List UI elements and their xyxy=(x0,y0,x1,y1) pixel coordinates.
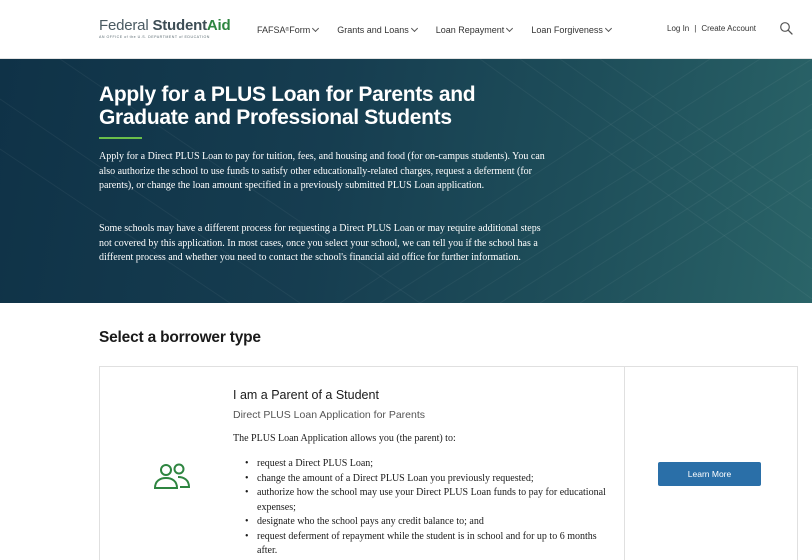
chevron-down-icon xyxy=(312,25,319,32)
site-header xyxy=(0,0,812,59)
chevron-down-icon xyxy=(506,25,513,32)
list-item: • request a Direct PLUS Loan; xyxy=(245,457,615,472)
title-accent-bar xyxy=(99,137,142,139)
auth-separator: | xyxy=(694,24,697,33)
logo-wordmark: Federal StudentAid xyxy=(99,17,231,34)
search-icon[interactable] xyxy=(779,21,793,35)
nav-item-loan-forgiveness[interactable]: Loan Forgiveness xyxy=(531,25,611,35)
chevron-down-icon xyxy=(411,25,418,32)
list-item: • authorize how the school may use your Direct PLUS Loan funds to pay for educational expenses; xyxy=(245,486,615,515)
card-title: I am a Parent of a Student xyxy=(233,388,379,402)
list-item: • change the amount of a Direct PLUS Loan you previously requested; xyxy=(245,472,615,487)
create-account-link[interactable]: Create Account xyxy=(701,24,757,33)
parent-users-icon xyxy=(152,461,192,493)
federal-student-aid-logo[interactable] xyxy=(99,17,230,39)
nav-item-loan-repayment[interactable]: Loan Repayment xyxy=(436,25,513,35)
card-intro: The PLUS Loan Application allows you (the parent) to: xyxy=(233,433,456,444)
page-title: Apply for a PLUS Loan for Parents and Graduate and Professional Students xyxy=(99,83,476,129)
list-item: • request deferment of repayment while the student is in school and for up to 6 months after. xyxy=(245,530,615,559)
card-divider xyxy=(624,367,625,560)
chevron-down-icon xyxy=(605,25,612,32)
hero-banner xyxy=(0,59,812,303)
logo-tagline: AN OFFICE of the U.S. DEPARTMENT of EDUCATION xyxy=(99,35,210,39)
login-link[interactable]: Log In xyxy=(667,24,690,33)
auth-links xyxy=(667,24,756,33)
nav-item-grants-and-loans[interactable]: Grants and Loans xyxy=(337,25,417,35)
list-item: • designate who the school pays any credit balance to; and xyxy=(245,515,615,530)
card-bullet-list xyxy=(245,457,615,559)
borrower-type-card-parent xyxy=(99,366,798,560)
main-nav xyxy=(257,25,630,35)
card-subtitle: Direct PLUS Loan Application for Parents xyxy=(233,409,426,421)
hero-note: Some schools may have a different process for requesting a Direct PLUS Loan or may require additional steps not covered by this application. In most cases, once you select your school, we can tell you if the school has a different process and whether you need to contact the school's financial aid office for further information. xyxy=(99,223,541,263)
nav-item-fafsa-form[interactable]: FAFSA ® Form xyxy=(257,25,318,35)
learn-more-button[interactable]: Learn More xyxy=(658,462,761,486)
section-title: Select a borrower type xyxy=(99,329,261,346)
hero-description: Apply for a Direct PLUS Loan to pay for tuition, fees, and housing and food (for on-campus students). You can also authorize the school to use funds to satisfy other educationally-related charges, request a deferment (for parents), or change the loan amount specified in a previously submitted PLUS Loan application. xyxy=(99,151,545,191)
